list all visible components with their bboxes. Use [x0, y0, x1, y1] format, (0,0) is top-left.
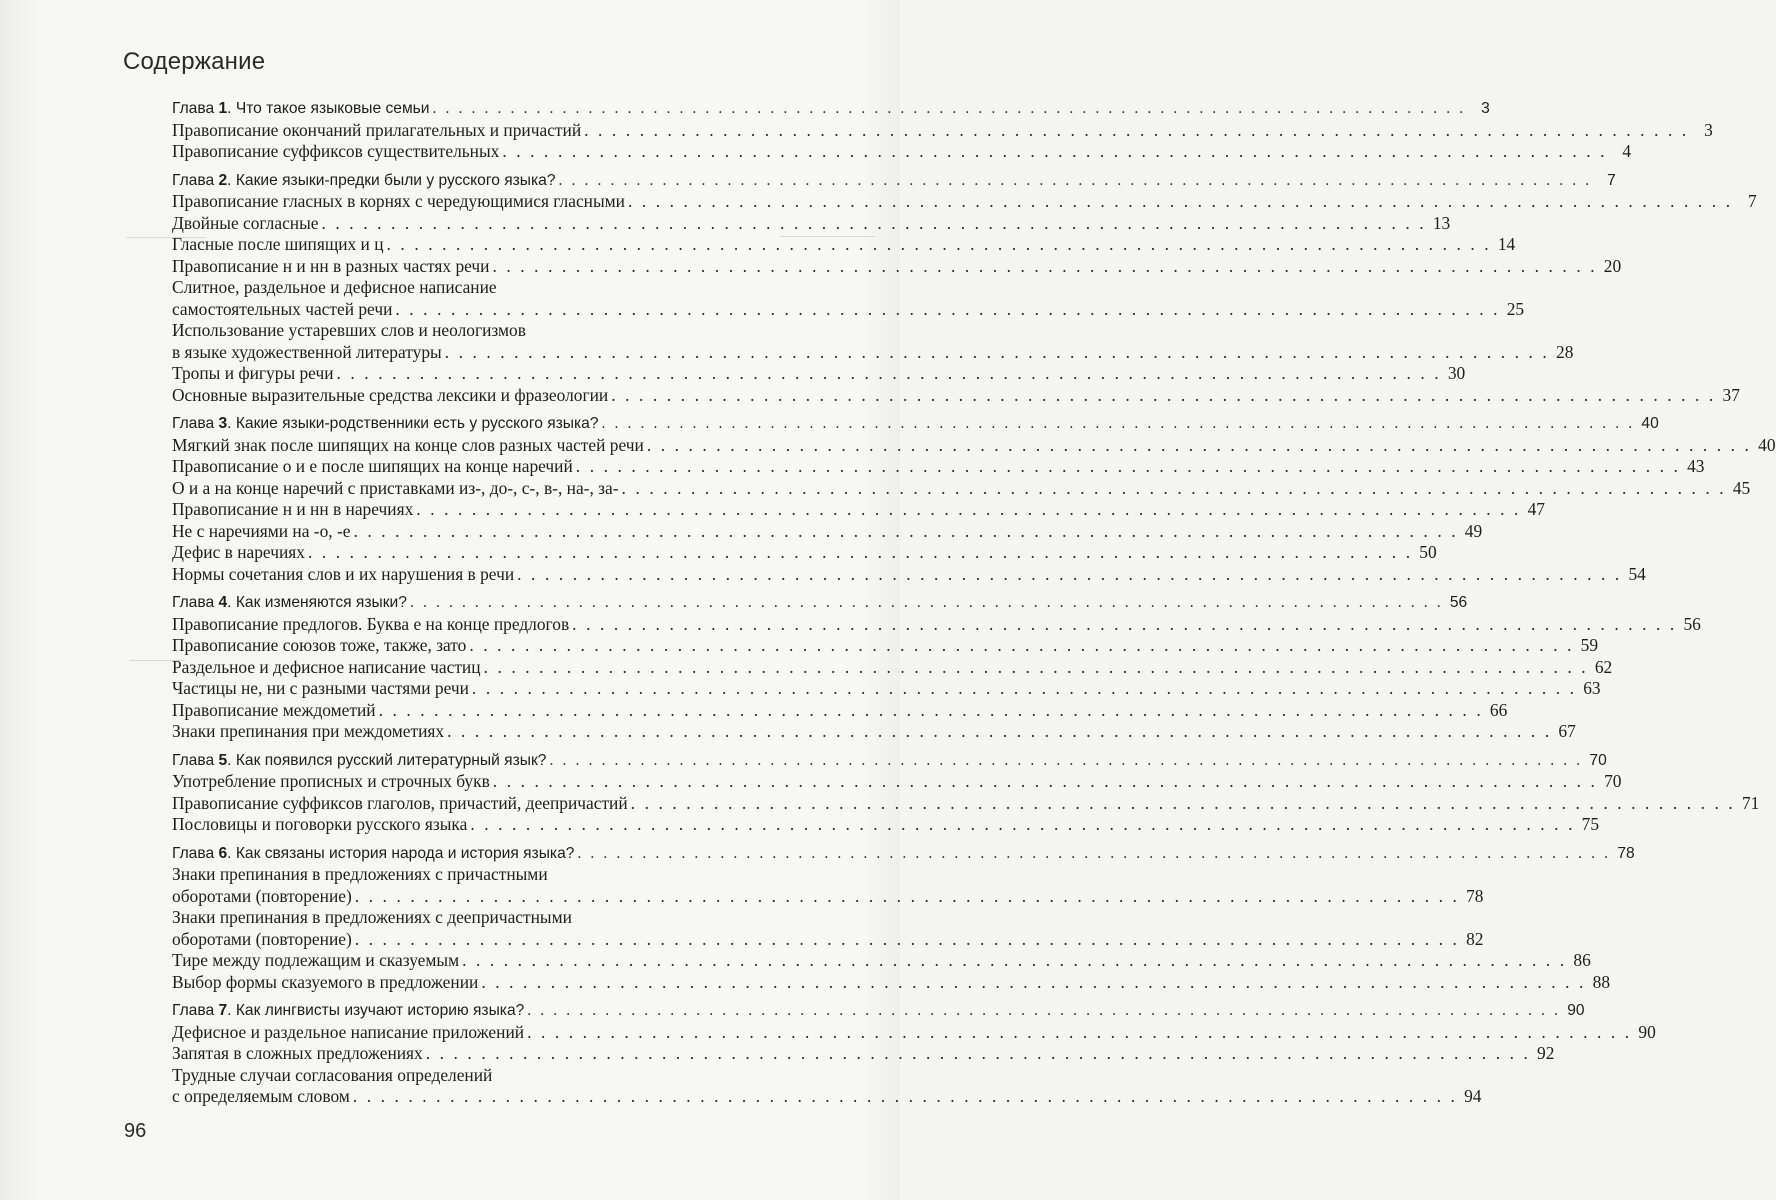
toc-entry-text: с определяемым словом: [172, 1086, 350, 1106]
page-ref: 90: [1638, 1021, 1656, 1042]
chapter-heading[interactable]: [172, 98, 1490, 120]
toc-entry-text: Частицы не, ни с разными частями речи: [172, 678, 469, 698]
dot-leader: . . . . . . . . . . . . . . . . . . . . . . . . . . . . . . . . . . . . . . . . . . . . . . . . . . . . . . . . . . . . . . . . . . . . . . . . . . . . . . . .: [527, 1002, 1561, 1019]
dot-leader: . . . . . . . . . . . . . . . . . . . . . . . . . . . . . . . . . . . . . . . . . . . . . . . . . . . . . . . . . . . . . . . . . . . . . . . . . . . . . . . .: [447, 721, 1552, 741]
dot-leader: . . . . . . . . . . . . . . . . . . . . . . . . . . . . . . . . . . . . . . . . . . . . . . . . . . . . . . . . . . . . . . . . . . . . . . . . . . . . . . . .: [621, 477, 1727, 498]
toc-entry-text: Правописание союзов тоже, также, зато: [172, 635, 467, 655]
dot-leader: . . . . . . . . . . . . . . . . . . . . . . . . . . . . . . . . . . . . . . . . . . . . . . . . . . . . . . . . . . . . . . . . . . . . . . . . . . . . . . . .: [470, 814, 1576, 834]
toc-entry[interactable]: [172, 212, 1451, 235]
dot-leader: . . . . . . . . . . . . . . . . . . . . . . . . . . . . . . . . . . . . . . . . . . . . . . . . . . . . . . . . . . . . . . . . . . . . . . . . . . . . . . . .: [307, 542, 1413, 562]
page-ref: 63: [1583, 678, 1601, 698]
toc-entry[interactable]: [172, 635, 1599, 657]
page-ref: 78: [1617, 844, 1635, 862]
page-ref: 25: [1506, 298, 1525, 319]
chapter-block: [172, 1000, 1656, 1108]
page-ref: 88: [1592, 971, 1611, 992]
chapter-block: [172, 843, 1635, 994]
dot-leader: . . . . . . . . . . . . . . . . . . . . . . . . . . . . . . . . . . . . . . . . . . . . . . . . . . . . . . . . . . . . . . . . . . . . . . . . . . . . . . . .: [352, 1086, 1458, 1106]
chapter-block: [172, 170, 1757, 407]
dot-leader: . . . . . . . . . . . . . . . . . . . . . . . . . . . . . . . . . . . . . . . . . . . . . . . . . . . . . . . . . . . . . . . . . . . . . . . . . . . . . . . .: [601, 415, 1635, 432]
toc-entry-text: самостоятельных частей речи: [172, 298, 393, 319]
toc-entry-text: Не с наречиями на -о, -е: [172, 520, 351, 541]
page-ref: 75: [1581, 814, 1600, 834]
dot-leader: . . . . . . . . . . . . . . . . . . . . . . . . . . . . . . . . . . . . . . . . . . . . . . . . . . . . . . . . . . . . . . . . . . . . . . . . . . . . . . . .: [517, 563, 1622, 584]
toc-entry[interactable]: [172, 384, 1740, 407]
toc-entry[interactable]: [172, 950, 1591, 972]
dot-leader: . . . . . . . . . . . . . . . . . . . . . . . . . . . . . . . . . . . . . . . . . . . . . . . . . . . . . . . . . . . . . . . . . . . . . . . . . . . . . . . .: [425, 1043, 1531, 1063]
toc-entry[interactable]: [172, 771, 1622, 793]
toc-entry-first-line: Слитное, раздельное и дефисное написание: [172, 277, 497, 297]
toc-entry-text: О и а на конце наречий с приставками из-, до-, с-, в-, на-, за-: [172, 477, 619, 498]
toc-entry[interactable]: [172, 563, 1646, 586]
page-ref: 7: [1747, 191, 1757, 211]
toc-entry[interactable]: [172, 499, 1545, 521]
dot-leader: . . . . . . . . . . . . . . . . . . . . . . . . . . . . . . . . . . . . . . . . . . . . . . . . . . . . . . . . . . . . . . . . . . . . . . . . . . . . . . . .: [416, 499, 1521, 519]
toc-entry[interactable]: [172, 814, 1600, 836]
toc-entry[interactable]: [172, 234, 1516, 256]
page-ref: 56: [1683, 613, 1701, 634]
chapter-number: 2: [218, 171, 228, 189]
dot-leader: . . . . . . . . . . . . . . . . . . . . . . . . . . . . . . . . . . . . . . . . . . . . . . . . . . . . . . . . . . . . . . . . . . . . . . . . . . . . . . . .: [481, 971, 1587, 992]
toc-entry-text: Правописание междометий: [172, 699, 376, 720]
dot-leader: . . . . . . . . . . . . . . . . . . . . . . . . . . . . . . . . . . . . . . . . . . . . . . . . . . . . . . . . . . . . . . . . . . . . . . . . . . . . . . . .: [492, 771, 1598, 791]
dot-leader: . . . . . . . . . . . . . . . . . . . . . . . . . . . . . . . . . . . . . . . . . . . . . . . . . . . . . . . . . . . . . . . . . . . . . . . . . . . . . . . .: [378, 699, 1484, 720]
toc-entry-text: Правописание гласных в корнях с чередующимися гласными: [172, 191, 625, 211]
toc-entry-first-line: Знаки препинания в предложениях с причастными: [172, 864, 548, 884]
chapter-heading-text: [172, 750, 546, 772]
page-ref: 45: [1732, 477, 1751, 498]
toc-entry[interactable]: [172, 928, 1484, 951]
toc-entry[interactable]: [172, 1043, 1555, 1065]
page-ref: 13: [1432, 212, 1451, 233]
dot-leader: . . . . . . . . . . . . . . . . . . . . . . . . . . . . . . . . . . . . . . . . . . . . . . . . . . . . . . . . . . . . . . . . . . . . . . . . . . . . . . . .: [321, 212, 1427, 233]
chapter-block: [172, 592, 1701, 743]
chapter-heading-text: [172, 98, 430, 120]
dot-leader: . . . . . . . . . . . . . . . . . . . . . . . . . . . . . . . . . . . . . . . . . . . . . . . . . . . . . . . . . . . . . . . . . . . . . . . . . . . . . . . .: [577, 844, 1611, 862]
chapter-number: 7: [218, 1002, 228, 1019]
page-ref: 49: [1464, 520, 1483, 541]
chapter-label: Глава: [172, 844, 215, 862]
chapter-heading-text: [172, 1000, 524, 1022]
chapter-label: Глава: [172, 751, 215, 769]
toc-entry[interactable]: [172, 699, 1508, 722]
chapter-heading-text: [172, 413, 599, 435]
dot-leader: . . . . . . . . . . . . . . . . . . . . . . . . . . . . . . . . . . . . . . . . . . . . . . . . . . . . . . . . . . . . . . . . . . . . . . . . . . . . . . . .: [502, 141, 1608, 161]
chapter-title: . Как лингвисты изучают историю языка?: [227, 1002, 525, 1019]
chapter-block: [172, 413, 1776, 585]
page-ref: 37: [1722, 384, 1740, 405]
page-ref: 90: [1567, 1002, 1585, 1019]
chapter-heading[interactable]: [172, 750, 1607, 772]
page-ref: 50: [1419, 542, 1437, 562]
dot-leader: . . . . . . . . . . . . . . . . . . . . . . . . . . . . . . . . . . . . . . . . . . . . . . . . . . . . . . . . . . . . . . . . . . . . . . . . . . . . . . . .: [395, 298, 1501, 319]
page-ref: 20: [1603, 255, 1622, 276]
toc-entry-text: Мягкий знак после шипящих на конце слов разных частей речи: [172, 434, 644, 455]
toc-entry-text: Дефисное и раздельное написание приложений: [172, 1021, 525, 1042]
dot-leader: . . . . . . . . . . . . . . . . . . . . . . . . . . . . . . . . . . . . . . . . . . . . . . . . . . . . . . . . . . . . . . . . . . . . . . . . . . . . . . . .: [627, 191, 1733, 211]
chapter-title: . Какие языки-родственники есть у русского языка?: [227, 415, 599, 432]
dot-leader: . . . . . . . . . . . . . . . . . . . . . . . . . . . . . . . . . . . . . . . . . . . . . . . . . . . . . . . . . . . . . . . . . . . . . . . . . . . . . . . .: [336, 363, 1442, 383]
toc-entry[interactable]: [172, 678, 1601, 700]
page-ref: 67: [1558, 721, 1576, 741]
page-ref: 92: [1537, 1043, 1555, 1063]
dot-leader: . . . . . . . . . . . . . . . . . . . . . . . . . . . . . . . . . . . . . . . . . . . . . . . . . . . . . . . . . . . . . . . . . . . . . . . . . . . . . . . .: [549, 751, 1583, 769]
chapter-block: [172, 750, 1760, 836]
page-ref: 47: [1527, 499, 1545, 519]
page-ref: 14: [1497, 234, 1516, 254]
page-ref: 59: [1580, 635, 1599, 655]
page-ref: 28: [1556, 341, 1574, 362]
chapter-heading[interactable]: [172, 413, 1659, 435]
chapter-title: . Какие языки-предки были у русского языка?: [227, 171, 556, 189]
toc-entry-text: Правописание предлогов. Буква е на конце предлогов: [172, 613, 570, 634]
toc-entry-text: Тропы и фигуры речи: [172, 363, 334, 383]
toc-entry[interactable]: [172, 1086, 1482, 1108]
toc-entry[interactable]: [172, 1021, 1656, 1044]
page-title: Содержание: [123, 48, 266, 75]
dot-leader: . . . . . . . . . . . . . . . . . . . . . . . . . . . . . . . . . . . . . . . . . . . . . . . . . . . . . . . . . . . . . . . . . . . . . . . . . . . . . . . .: [527, 1021, 1632, 1042]
page-ref: 40: [1641, 415, 1659, 432]
toc-entry-text: Правописание н и нн в наречиях: [172, 499, 414, 519]
chapter-label: Глава: [172, 1002, 215, 1019]
toc-entry[interactable]: [172, 885, 1484, 908]
chapter-number: 3: [218, 415, 228, 432]
chapter-label: Глава: [172, 100, 215, 117]
page-ref: 66: [1489, 699, 1508, 720]
toc-entry[interactable]: [172, 542, 1437, 564]
toc-entry-text: Дефис в наречиях: [172, 542, 305, 562]
toc-entry-text: Правописание н и нн в разных частях речи: [172, 255, 490, 276]
toc-entry[interactable]: [172, 721, 1576, 743]
toc-entry-text: Знаки препинания при междометиях: [172, 721, 445, 741]
toc-entry[interactable]: [172, 255, 1622, 278]
toc-entry[interactable]: [172, 119, 1713, 142]
dot-leader: . . . . . . . . . . . . . . . . . . . . . . . . . . . . . . . . . . . . . . . . . . . . . . . . . . . . . . . . . . . . . . . . . . . . . . . . . . . . . . . .: [572, 613, 1677, 634]
toc-entry-text: Гласные после шипящих и ц: [172, 234, 384, 254]
toc-entry[interactable]: [172, 477, 1751, 500]
toc-entry-text: Нормы сочетания слов и их нарушения в речи: [172, 563, 515, 584]
toc-entry-text: Правописание суффиксов глаголов, причастий, деепричастий: [172, 792, 628, 813]
toc-entry-text: в языке художественной литературы: [172, 341, 442, 362]
page-ref: 3: [1481, 100, 1490, 117]
toc-entry[interactable]: [172, 298, 1525, 321]
dot-leader: . . . . . . . . . . . . . . . . . . . . . . . . . . . . . . . . . . . . . . . . . . . . . . . . . . . . . . . . . . . . . . . . . . . . . . . . . . . . . . . .: [611, 384, 1716, 405]
page-ref: 56: [1449, 594, 1468, 611]
dot-leader: . . . . . . . . . . . . . . . . . . . . . . . . . . . . . . . . . . . . . . . . . . . . . . . . . . . . . . . . . . . . . . . . . . . . . . . . . . . . . . . .: [386, 234, 1492, 254]
toc-entry-text: Правописание суффиксов существительных: [172, 141, 500, 161]
chapter-title: . Что такое языковые семьи: [227, 100, 430, 117]
toc-entry-text: Правописание окончаний прилагательных и причастий: [172, 119, 582, 140]
toc-entry[interactable]: [172, 434, 1776, 457]
page-ref: 70: [1604, 771, 1622, 791]
toc-entry-text: Выбор формы сказуемого в предложении: [172, 971, 479, 992]
toc-entry[interactable]: [172, 656, 1613, 679]
chapter-title: . Как связаны история народа и история языка?: [227, 844, 575, 862]
toc-entry-first-line: Трудные случаи согласования определений: [172, 1064, 493, 1085]
page-ref: 82: [1466, 928, 1484, 949]
dot-leader: . . . . . . . . . . . . . . . . . . . . . . . . . . . . . . . . . . . . . . . . . . . . . . . . . . . . . . . . . . . . . . . . . . . . . . . . . . . . . . . .: [444, 341, 1550, 362]
chapter-number: 5: [218, 751, 228, 769]
dot-leader: . . . . . . . . . . . . . . . . . . . . . . . . . . . . . . . . . . . . . . . . . . . . . . . . . . . . . . . . . . . . . . . . . . . . . . . . . . . . . . . .: [646, 434, 1752, 455]
toc-entry[interactable]: [172, 613, 1701, 636]
dot-leader: . . . . . . . . . . . . . . . . . . . . . . . . . . . . . . . . . . . . . . . . . . . . . . . . . . . . . . . . . . . . . . . . . . . . . . . . . . . . . . . .: [483, 656, 1589, 677]
dot-leader: . . . . . . . . . . . . . . . . . . . . . . . . . . . . . . . . . . . . . . . . . . . . . . . . . . . . . . . . . . . . . . . . . . . . . . . . . . . . . . . .: [432, 100, 1466, 117]
toc-entry-text: Раздельное и дефисное написание частиц: [172, 656, 481, 677]
page-ref: 54: [1628, 563, 1646, 584]
page-ref: 71: [1741, 792, 1760, 813]
toc-entry-text: оборотами (повторение): [172, 928, 352, 949]
toc-entry-text: Двойные согласные: [172, 212, 319, 233]
page-ref: 4: [1622, 141, 1632, 161]
chapter-number: 1: [218, 100, 228, 117]
dot-leader: . . . . . . . . . . . . . . . . . . . . . . . . . . . . . . . . . . . . . . . . . . . . . . . . . . . . . . . . . . . . . . . . . . . . . . . . . . . . . . . .: [354, 928, 1460, 949]
chapter-heading[interactable]: [172, 1000, 1585, 1022]
dot-leader: . . . . . . . . . . . . . . . . . . . . . . . . . . . . . . . . . . . . . . . . . . . . . . . . . . . . . . . . . . . . . . . . . . . . . . . . . . . . . . . .: [469, 635, 1575, 655]
page-ref: 3: [1704, 119, 1713, 140]
toc-entry[interactable]: [172, 363, 1466, 385]
toc-entry-text: Правописание о и е после шипящих на конце наречий: [172, 456, 573, 476]
page-ref: 43: [1687, 456, 1705, 476]
page-ref: 70: [1589, 751, 1607, 769]
chapter-title: . Как появился русский литературный язык?: [227, 751, 547, 769]
dot-leader: . . . . . . . . . . . . . . . . . . . . . . . . . . . . . . . . . . . . . . . . . . . . . . . . . . . . . . . . . . . . . . . . . . . . . . . . . . . . . . . .: [471, 678, 1577, 698]
page-ref: 7: [1607, 171, 1616, 189]
page-ref: 78: [1466, 885, 1484, 906]
toc-entry-text: Основные выразительные средства лексики и фразеологии: [172, 384, 609, 405]
table-of-contents: [172, 98, 1776, 1115]
chapter-title: . Как изменяются языки?: [227, 594, 407, 611]
chapter-heading[interactable]: [172, 843, 1635, 865]
toc-entry[interactable]: [172, 191, 1757, 213]
chapter-block: [172, 98, 1713, 163]
toc-entry-first-line: Использование устаревших слов и неологизмов: [172, 320, 526, 340]
dot-leader: . . . . . . . . . . . . . . . . . . . . . . . . . . . . . . . . . . . . . . . . . . . . . . . . . . . . . . . . . . . . . . . . . . . . . . . . . . . . . . . .: [353, 520, 1459, 541]
page-ref: 94: [1464, 1086, 1482, 1106]
dot-leader: . . . . . . . . . . . . . . . . . . . . . . . . . . . . . . . . . . . . . . . . . . . . . . . . . . . . . . . . . . . . . . . . . . . . . . . . . . . . . . . .: [462, 950, 1567, 970]
toc-entry[interactable]: [172, 792, 1760, 815]
dot-leader: . . . . . . . . . . . . . . . . . . . . . . . . . . . . . . . . . . . . . . . . . . . . . . . . . . . . . . . . . . . . . . . . . . . . . . . . . . . . . . . .: [354, 885, 1460, 906]
chapter-label: Глава: [172, 594, 215, 611]
toc-entry-text: оборотами (повторение): [172, 885, 352, 906]
page-ref: 40: [1758, 434, 1776, 455]
dot-leader: . . . . . . . . . . . . . . . . . . . . . . . . . . . . . . . . . . . . . . . . . . . . . . . . . . . . . . . . . . . . . . . . . . . . . . . . . . . . . . . .: [630, 792, 1736, 813]
dot-leader: . . . . . . . . . . . . . . . . . . . . . . . . . . . . . . . . . . . . . . . . . . . . . . . . . . . . . . . . . . . . . . . . . . . . . . . . . . . . . . . .: [584, 119, 1689, 140]
toc-entry-text: Пословицы и поговорки русского языка: [172, 814, 468, 834]
toc-entry-first-line: Знаки препинания в предложениях с деепричастными: [172, 907, 572, 927]
page-ref: 62: [1594, 656, 1613, 677]
page-ref: 86: [1573, 950, 1591, 970]
toc-entry-text: Тире между подлежащим и сказуемым: [172, 950, 460, 970]
toc-entry-text: Запятая в сложных предложениях: [172, 1043, 423, 1063]
dot-leader: . . . . . . . . . . . . . . . . . . . . . . . . . . . . . . . . . . . . . . . . . . . . . . . . . . . . . . . . . . . . . . . . . . . . . . . . . . . . . . . .: [558, 171, 1592, 189]
toc-entry-text: Употребление прописных и строчных букв: [172, 771, 490, 791]
chapter-label: Глава: [172, 415, 215, 432]
chapter-heading[interactable]: [172, 592, 1468, 614]
toc-entry[interactable]: [172, 520, 1483, 543]
dot-leader: . . . . . . . . . . . . . . . . . . . . . . . . . . . . . . . . . . . . . . . . . . . . . . . . . . . . . . . . . . . . . . . . . . . . . . . . . . . . . . . .: [409, 594, 1444, 611]
chapter-number: 6: [218, 844, 228, 862]
chapter-heading-text: [172, 170, 556, 192]
dot-leader: . . . . . . . . . . . . . . . . . . . . . . . . . . . . . . . . . . . . . . . . . . . . . . . . . . . . . . . . . . . . . . . . . . . . . . . . . . . . . . . .: [492, 255, 1598, 276]
chapter-number: 4: [218, 594, 228, 611]
chapter-heading-text: [172, 843, 574, 865]
toc-entry[interactable]: [172, 141, 1632, 163]
toc-entry[interactable]: [172, 341, 1574, 364]
dot-leader: . . . . . . . . . . . . . . . . . . . . . . . . . . . . . . . . . . . . . . . . . . . . . . . . . . . . . . . . . . . . . . . . . . . . . . . . . . . . . . . .: [575, 456, 1681, 476]
toc-entry[interactable]: [172, 971, 1611, 994]
page-number: 96: [124, 1120, 147, 1142]
chapter-heading-text: [172, 592, 407, 614]
page-ref: 30: [1447, 363, 1466, 383]
toc-entry[interactable]: [172, 456, 1705, 478]
chapter-heading[interactable]: [172, 170, 1616, 192]
chapter-label: Глава: [172, 171, 215, 189]
